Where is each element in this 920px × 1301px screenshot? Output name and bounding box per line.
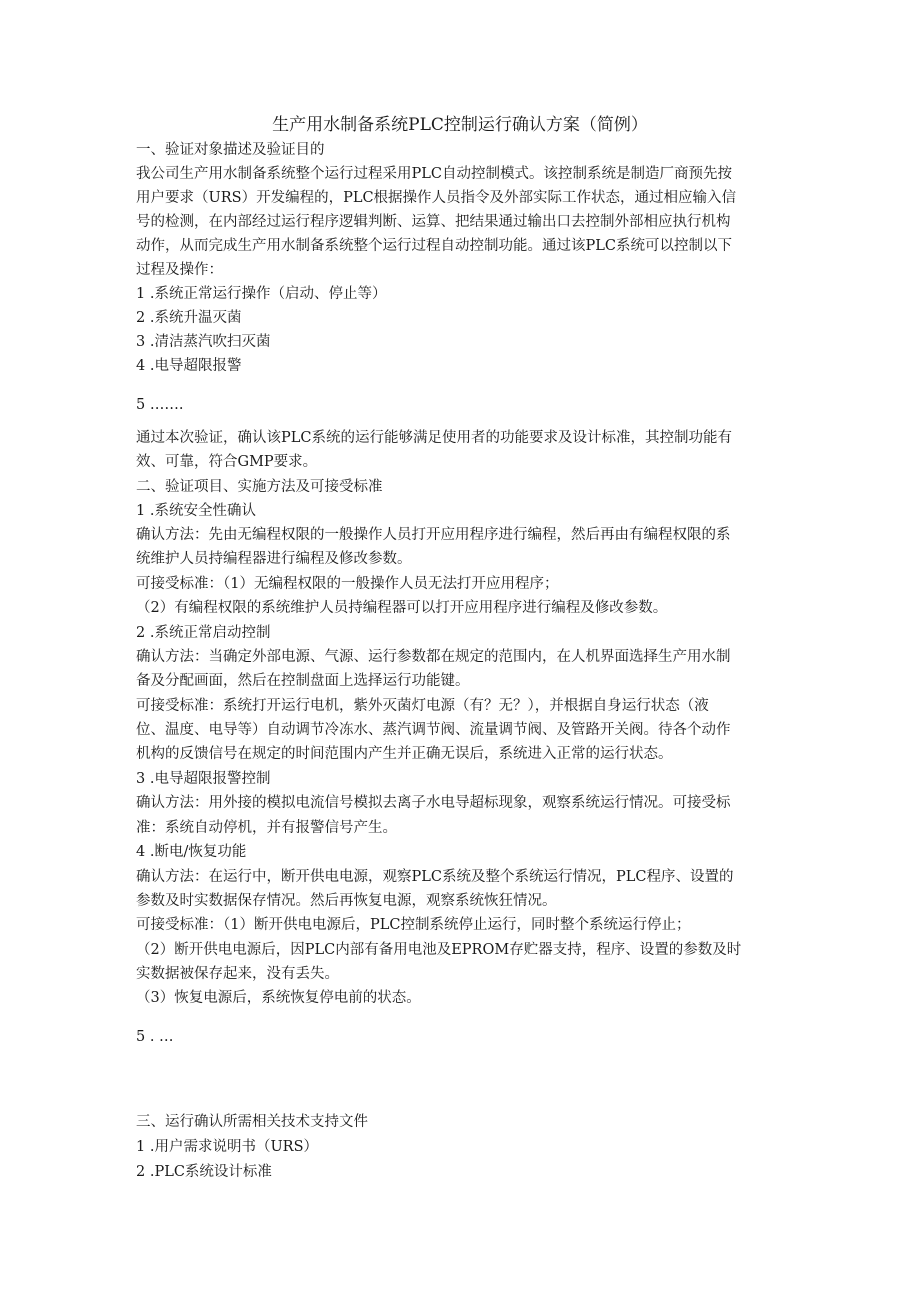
paragraph-line: 通过本次验证，确认该PLC系统的运行能够满足使用者的功能要求及设计标准，其控制功能有 [136,430,732,446]
list-item: 2 .PLC系统设计标准 [136,1164,272,1180]
list-item: 1 .系统安全性确认 [136,503,256,519]
paragraph-line: 可接受标准：（1）断开供电电源后，PLC控制系统停止运行，同时整个系统运行停止； [136,917,691,933]
paragraph-line: 参数及时实数据保存情况。然后再恢复电源，观察系统恢狂情况。 [136,893,557,909]
list-item: 5 ……. [136,397,184,413]
list-item: 2 .系统升温灭菌 [136,310,242,326]
section-heading-1: 一、验证对象描述及验证目的 [136,142,325,158]
list-item: 3 .电导超限报警控制 [136,771,271,787]
paragraph-line: 确认方法：当确定外部电源、气源、运行参数都在规定的范围内，在人机界面选择生产用水制 [136,649,731,665]
paragraph-line: 效、可靠，符合GMP要求。 [136,454,318,470]
paragraph-line: 确认方法：在运行中，断开供电电源，观察PLC系统及整个系统运行情况，PLC程序、设置的 [136,869,734,885]
paragraph-line: （2）断开供电电源后，因PLC内部有备用电池及EPROM存贮器支持，程序、设置的参数及时 [136,942,742,958]
list-item: 4 .电导超限报警 [136,358,242,374]
paragraph-line: 过程及操作： [136,262,223,278]
list-item: 3 .清洁蒸汽吹扫灭菌 [136,334,271,350]
paragraph-line: 实数据被保存起来，没有丢失。 [136,966,339,982]
list-item: 1 .系统正常运行操作（启动、停止等） [136,286,387,302]
paragraph-line: 备及分配画面，然后在控制盘面上选择运行功能键。 [136,673,470,689]
paragraph-line: 号的检测，在内部经过运行程序逻辑判断、运算、把结果通过输出口去控制外部相应执行机构 [136,214,731,230]
paragraph-line: 我公司生产用水制备系统整个运行过程采用PLC自动控制模式。该控制系统是制造厂商预先按 [136,166,732,182]
paragraph-line: 确认方法：先由无编程权限的一般操作人员打开应用程序进行编程，然后再由有编程权限的系 [136,527,731,543]
paragraph-line: （3）恢复电源后，系统恢复停电前的状态。 [136,990,421,1006]
list-item: 2 .系统正常启动控制 [136,625,271,641]
list-item: 5 . … [136,1029,174,1045]
paragraph-line: 统维护人员持编程器进行编程及修改参数。 [136,551,412,567]
paragraph-line: 位、温度、电导等）自动调节冷冻水、蒸汽调节阀、流量调节阀、及管路开关阀。待各个动作 [136,722,731,738]
paragraph-line: 动作，从而完成生产用水制备系统整个运行过程自动控制功能。通过该PLC系统可以控制以下 [136,238,732,254]
paragraph-line: 可接受标准：（1）无编程权限的一般操作人员无法打开应用程序； [136,576,559,592]
paragraph-line: （2）有编程权限的系统维护人员持编程器可以打开应用程序进行编程及修改参数。 [136,600,668,616]
paragraph-line: 可接受标准：系统打开运行电机，紫外灭菌灯电源（有？无？），并根据自身运行状态（液 [136,698,709,714]
document-title: 生产用水制备系统PLC控制运行确认方案（简例） [272,115,648,135]
paragraph-line: 准：系统自动停机，并有报警信号产生。 [136,820,397,836]
list-item: 1 .用户需求说明书（URS） [136,1139,319,1155]
paragraph-line: 机构的反馈信号在规定的时间范围内产生并正确无误后，系统进入正常的运行状态。 [136,746,673,762]
paragraph-line: 用户要求（URS）开发编程的，PLC根据操作人员指令及外部实际工作状态，通过相应输入信 [136,190,737,206]
section-heading-3: 三、运行确认所需相关技术支持文件 [136,1114,368,1130]
list-item: 4 .断电/恢复功能 [136,844,247,860]
section-heading-2: 二、验证项目、实施方法及可接受标准 [136,479,383,495]
paragraph-line: 确认方法：用外接的模拟电流信号模拟去离子水电导超标现象，观察系统运行情况。可接受标 [136,795,731,811]
